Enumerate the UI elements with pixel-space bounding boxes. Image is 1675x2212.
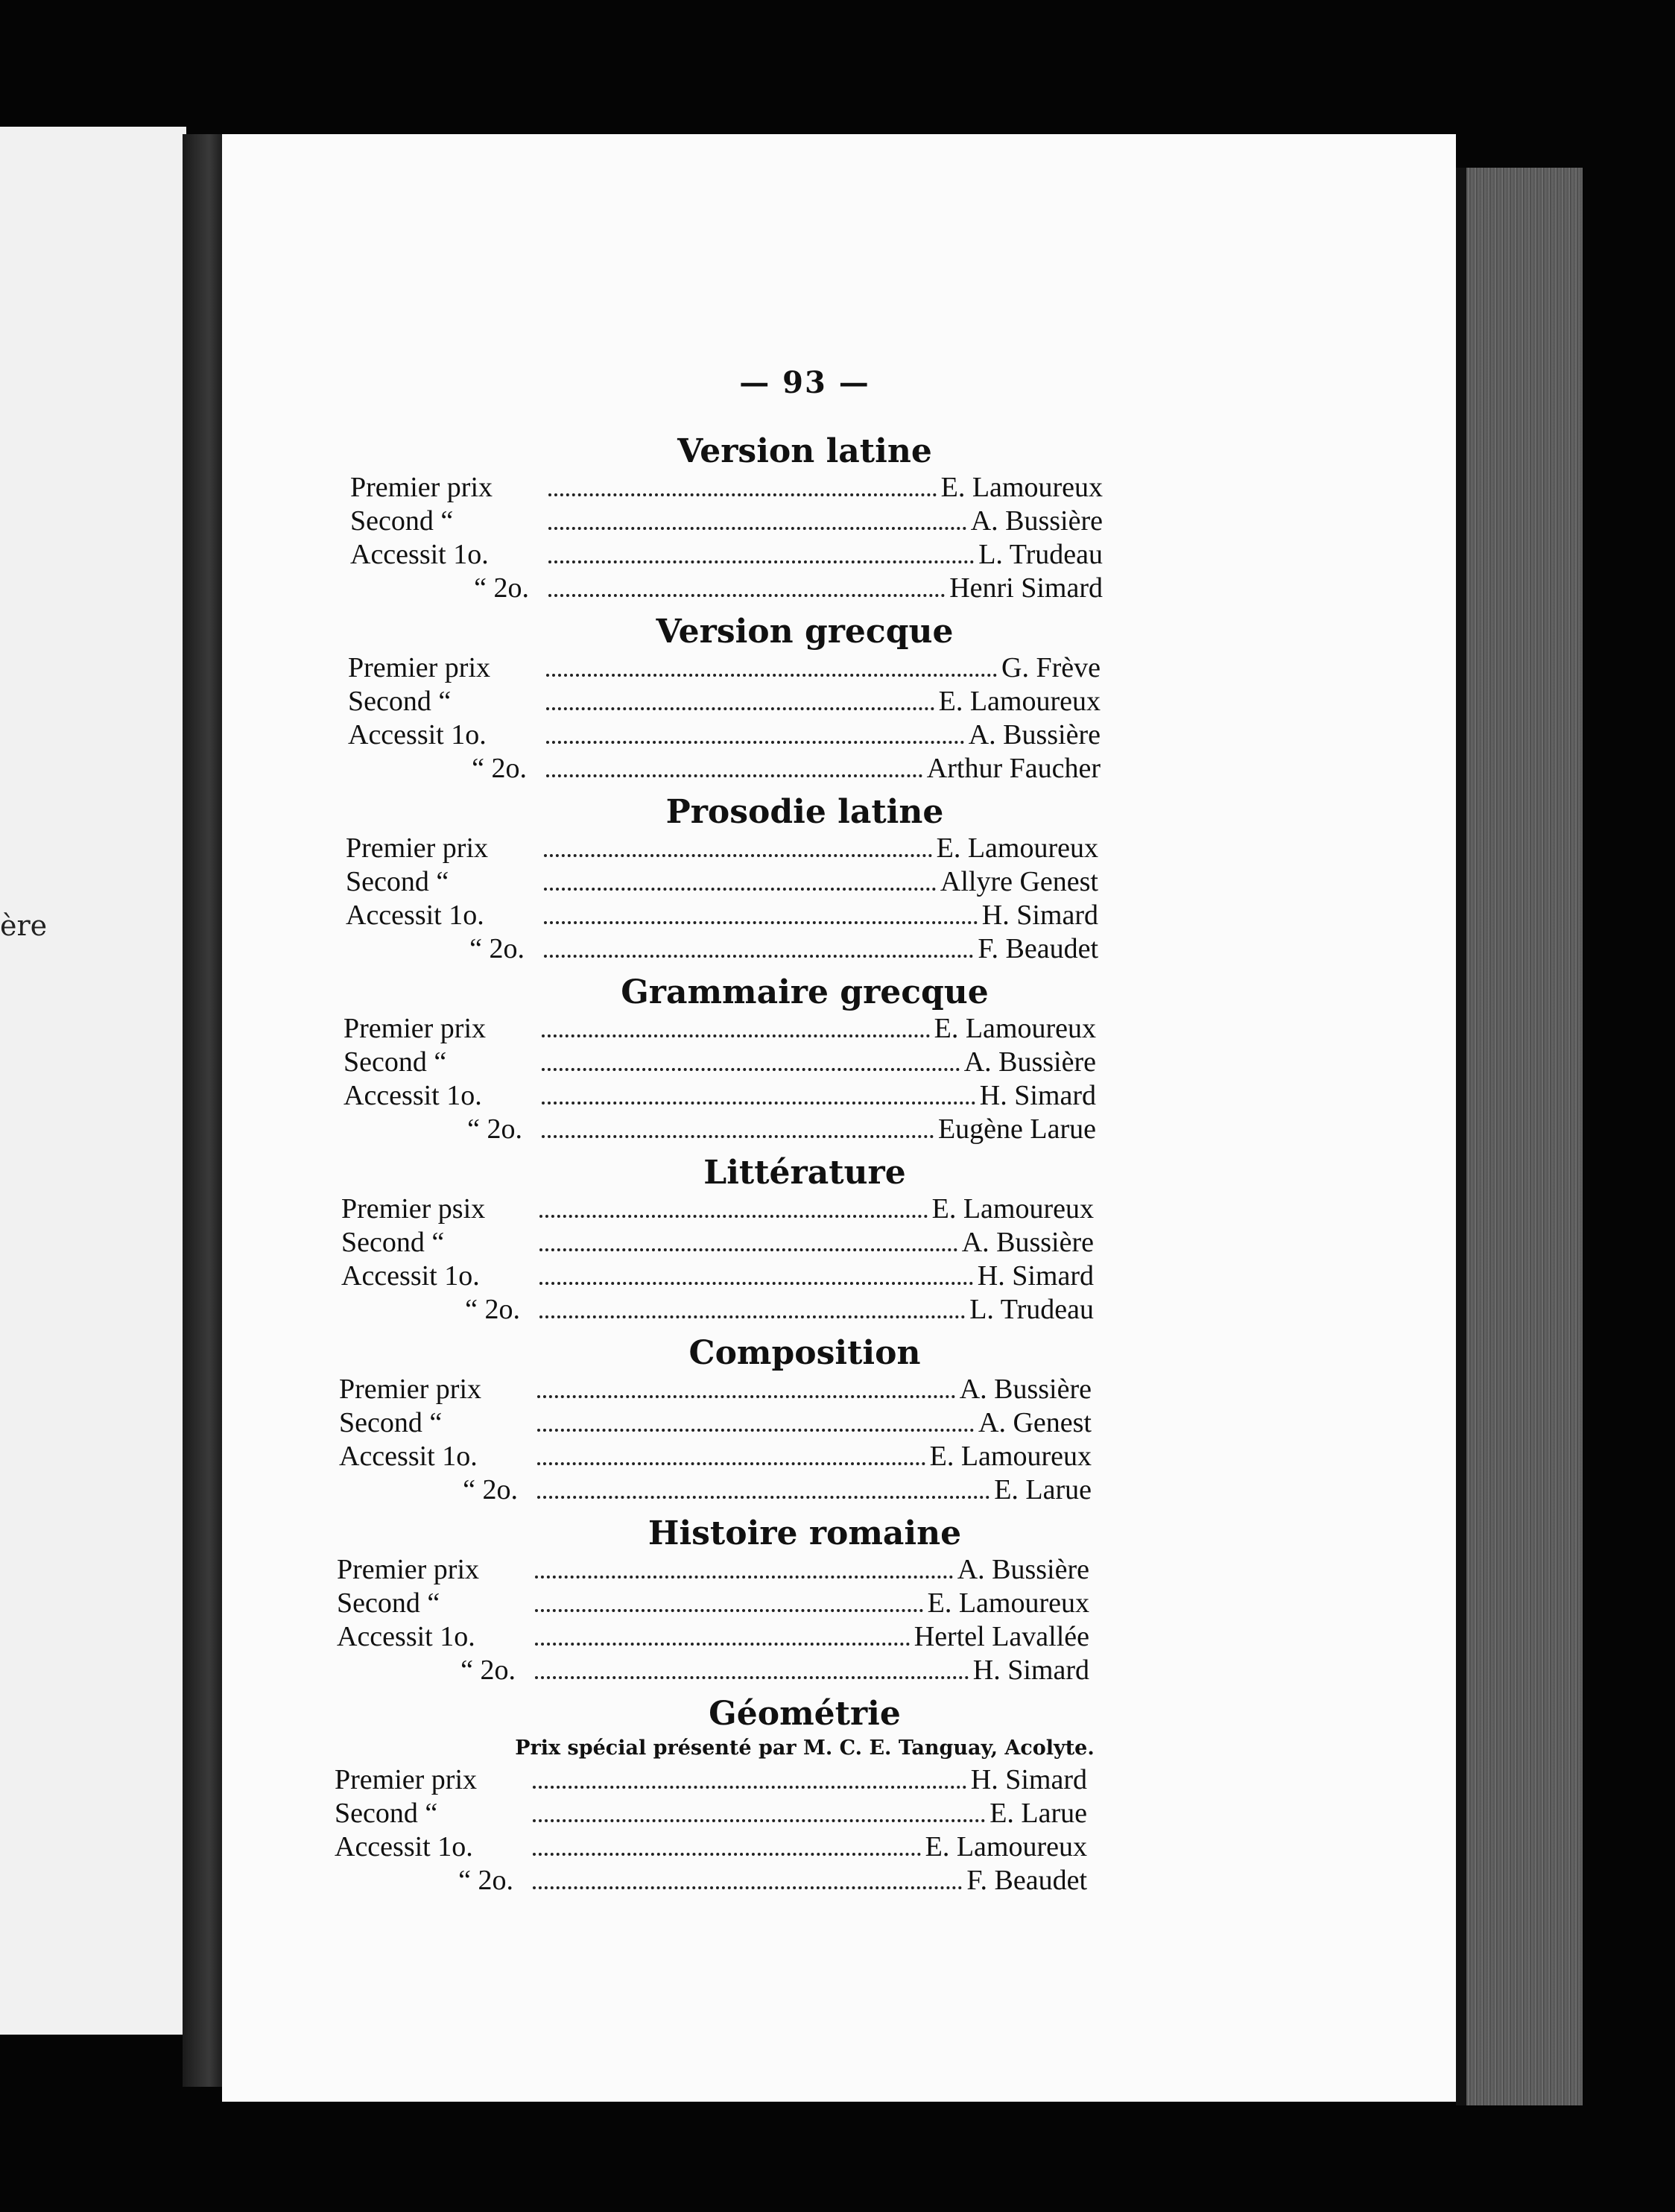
leader-dots xyxy=(542,1027,930,1037)
prize-row xyxy=(350,505,1103,538)
prize-label: Accessit 1o. xyxy=(346,900,484,931)
leader-dots xyxy=(535,1669,969,1679)
leader-dots xyxy=(544,914,978,924)
prize-label: Premier prix xyxy=(339,1374,482,1405)
leader-dots xyxy=(537,1421,974,1432)
page-number: — 93 — xyxy=(739,365,870,400)
section-title: Littérature xyxy=(703,1154,906,1192)
prize-row xyxy=(343,1079,1096,1113)
prize-row xyxy=(335,1763,1087,1797)
leader-dots xyxy=(539,1308,965,1318)
leader-dots xyxy=(535,1602,923,1612)
prize-label: Accessit 1o. xyxy=(350,539,489,570)
prize-label: Premier prix xyxy=(335,1764,478,1795)
prize-row xyxy=(346,932,1098,966)
page-stack-shadow xyxy=(1456,168,1466,2105)
prize-label: Accessit 1o. xyxy=(335,1831,473,1862)
leader-dots xyxy=(535,1635,910,1646)
prize-label: “ 2o. xyxy=(463,1474,518,1505)
leader-dots xyxy=(546,733,964,744)
prize-row xyxy=(348,685,1101,718)
winner-name: Allyre Genest xyxy=(940,866,1098,897)
prize-row xyxy=(337,1587,1089,1620)
winner-name: E. Lamoureux xyxy=(925,1831,1087,1862)
winner-name: L. Trudeau xyxy=(969,1294,1094,1325)
prize-row xyxy=(335,1797,1087,1830)
prize-row xyxy=(341,1293,1094,1327)
prize-row xyxy=(346,899,1098,932)
leader-dots xyxy=(544,947,973,958)
section-title: Histoire romaine xyxy=(647,1514,962,1552)
prize-row xyxy=(337,1620,1089,1654)
winner-name: A. Bussière xyxy=(970,505,1103,537)
prize-row xyxy=(339,1406,1092,1440)
leader-dots xyxy=(537,1455,925,1465)
winner-name: Henri Simard xyxy=(949,572,1103,604)
leader-dots xyxy=(548,553,974,563)
prize-label: Premier prix xyxy=(343,1013,487,1044)
winner-name: A. Bussière xyxy=(957,1554,1089,1585)
prize-section xyxy=(320,973,1289,1146)
prize-label: Premier prix xyxy=(348,652,491,683)
prize-row xyxy=(341,1192,1094,1226)
prize-list xyxy=(320,432,1289,1905)
prize-label: “ 2o. xyxy=(469,933,525,964)
winner-name: H. Simard xyxy=(972,1655,1089,1686)
prize-label: Second “ xyxy=(343,1046,447,1078)
leader-dots xyxy=(548,486,937,496)
winner-name: H. Simard xyxy=(979,1080,1096,1111)
prize-section xyxy=(320,613,1289,786)
winner-name: H. Simard xyxy=(977,1260,1094,1292)
winner-name: E. Lamoureux xyxy=(934,1013,1096,1044)
prize-row xyxy=(343,1113,1096,1146)
leader-dots xyxy=(533,1778,966,1789)
prize-label: Second “ xyxy=(337,1587,440,1619)
prize-row xyxy=(350,572,1103,605)
winner-name: E. Lamoureux xyxy=(940,472,1103,503)
prize-row xyxy=(348,718,1101,752)
prize-row xyxy=(335,1830,1087,1864)
section-title: Version grecque xyxy=(656,613,954,651)
section-title: Version latine xyxy=(677,432,932,470)
section-subtitle: Prix spécial présenté par M. C. E. Tanguay, Acolyte. xyxy=(515,1737,1095,1760)
prize-row xyxy=(335,1864,1087,1897)
leader-dots xyxy=(535,1568,953,1579)
prize-label: Accessit 1o. xyxy=(337,1621,475,1652)
leader-dots xyxy=(539,1274,973,1285)
winner-name: E. Lamoureux xyxy=(931,1193,1094,1224)
prize-label: Second “ xyxy=(339,1407,443,1438)
section-title: Prosodie latine xyxy=(665,793,944,831)
leader-dots xyxy=(546,666,997,677)
prize-label: Second “ xyxy=(335,1798,438,1829)
winner-name: F. Beaudet xyxy=(966,1865,1087,1896)
prize-label: Second “ xyxy=(350,505,454,537)
left-page-edge xyxy=(0,127,186,2035)
winner-name: E. Lamoureux xyxy=(929,1441,1092,1472)
prize-row xyxy=(343,1012,1096,1046)
page-stack-edge xyxy=(1456,168,1583,2105)
winner-name: H. Simard xyxy=(981,900,1098,931)
leader-dots xyxy=(537,1388,955,1398)
leader-dots xyxy=(537,1488,990,1499)
prize-section xyxy=(320,432,1289,605)
section-title: Grammaire grecque xyxy=(621,973,989,1011)
section-title: Géométrie xyxy=(709,1695,901,1733)
leader-dots xyxy=(533,1812,985,1822)
prize-label: Second “ xyxy=(348,686,452,717)
winner-name: Arthur Faucher xyxy=(926,753,1101,784)
prize-label: “ 2o. xyxy=(467,1113,522,1145)
winner-name: E. Lamoureux xyxy=(927,1587,1089,1619)
leader-dots xyxy=(548,519,966,530)
prize-label: Second “ xyxy=(341,1227,445,1258)
winner-name: A. Bussière xyxy=(959,1374,1092,1405)
prize-row xyxy=(337,1654,1089,1687)
leader-dots xyxy=(533,1879,962,1889)
prize-section xyxy=(320,793,1289,966)
prize-label: “ 2o. xyxy=(474,572,529,604)
prize-label: “ 2o. xyxy=(465,1294,520,1325)
prize-row xyxy=(341,1226,1094,1260)
section-title: Composition xyxy=(688,1334,921,1372)
prize-label: Second “ xyxy=(346,866,449,897)
leader-dots xyxy=(542,1094,975,1105)
winner-name: Eugène Larue xyxy=(937,1113,1096,1145)
prize-row xyxy=(339,1440,1092,1473)
winner-name: A. Bussière xyxy=(963,1046,1096,1078)
prize-label: Premier prix xyxy=(350,472,493,503)
leader-dots xyxy=(533,1845,921,1856)
prize-section xyxy=(320,1334,1289,1507)
book-gutter xyxy=(183,134,227,2087)
prize-label: Premier prix xyxy=(346,832,489,864)
winner-name: A. Bussière xyxy=(961,1227,1094,1258)
prize-label: Premier psix xyxy=(341,1193,486,1224)
leader-dots xyxy=(546,767,922,777)
prize-section xyxy=(320,1154,1289,1327)
prize-row xyxy=(348,752,1101,786)
leader-dots xyxy=(544,880,936,891)
leader-dots xyxy=(542,1128,934,1138)
prize-row xyxy=(337,1553,1089,1587)
prize-label: Accessit 1o. xyxy=(339,1441,478,1472)
prize-label: Premier prix xyxy=(337,1554,480,1585)
prize-label: Accessit 1o. xyxy=(348,719,487,750)
winner-name: F. Beaudet xyxy=(978,933,1098,964)
prize-label: “ 2o. xyxy=(458,1865,513,1896)
leader-dots xyxy=(539,1241,957,1251)
prize-row xyxy=(341,1260,1094,1293)
prize-label: Accessit 1o. xyxy=(341,1260,480,1292)
leader-dots xyxy=(546,700,934,710)
winner-name: E. Larue xyxy=(990,1798,1087,1829)
prize-label: Accessit 1o. xyxy=(343,1080,482,1111)
winner-name: E. Lamoureux xyxy=(938,686,1101,717)
prize-row xyxy=(346,832,1098,865)
prize-label: “ 2o. xyxy=(472,753,527,784)
winner-name: E. Lamoureux xyxy=(936,832,1098,864)
prize-section xyxy=(320,1695,1289,1897)
winner-name: Hertel Lavallée xyxy=(914,1621,1089,1652)
winner-name: L. Trudeau xyxy=(978,539,1103,570)
left-page-text-fragment: ère xyxy=(0,909,48,942)
leader-dots xyxy=(542,1061,960,1071)
leader-dots xyxy=(539,1207,928,1218)
winner-name: H. Simard xyxy=(970,1764,1087,1795)
winner-name: G. Frève xyxy=(1001,652,1101,683)
winner-name: A. Genest xyxy=(978,1407,1092,1438)
prize-row xyxy=(339,1473,1092,1507)
leader-dots xyxy=(544,847,932,857)
prize-row xyxy=(350,471,1103,505)
leader-dots xyxy=(548,587,945,597)
prize-row xyxy=(339,1373,1092,1406)
prize-row xyxy=(348,651,1101,685)
winner-name: E. Larue xyxy=(994,1474,1092,1505)
prize-label: “ 2o. xyxy=(460,1655,516,1686)
prize-row xyxy=(346,865,1098,899)
winner-name: A. Bussière xyxy=(968,719,1101,750)
prize-section xyxy=(320,1514,1289,1687)
prize-row xyxy=(350,538,1103,572)
prize-row xyxy=(343,1046,1096,1079)
